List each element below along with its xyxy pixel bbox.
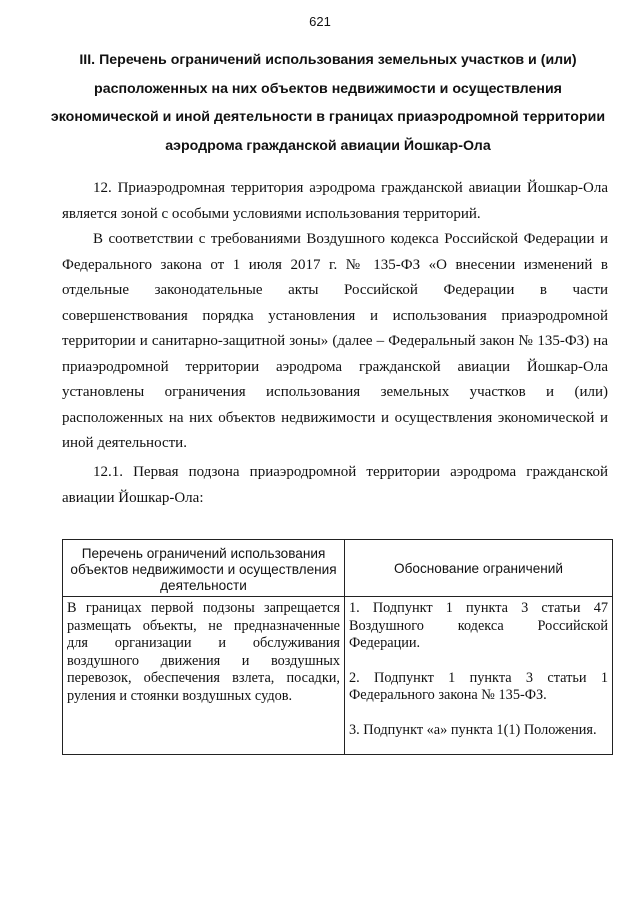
paragraph-line: приаэродромной территории аэродрома гражданской авиации Йошкар-Ола [62,358,608,375]
cell-line: размещать объекты, не предназначенные [67,617,340,634]
paragraph-legal-basis [62,227,608,457]
cell-line: 1. Подпункт 1 пункта 3 статьи 47 [349,600,608,616]
heading-line: экономической и иной деятельности в границах приаэродромной территории [50,109,606,125]
paragraph-12 [62,176,608,227]
cell-line: 3. Подпункт «а» пункта 1(1) Положения. [349,721,597,738]
cell-line: руления и стоянки воздушных судов. [67,687,293,704]
paragraph-line: является зоной с особыми условиями использования территорий. [62,205,481,222]
cell-line: Воздушного кодекса Российской [349,617,608,634]
cell-line: Федерального закона № 135-ФЗ. [349,687,547,703]
page-number: 621 [309,14,331,29]
paragraph-line: территории и санитарно-защитной зоны» (далее – Федеральный закон № 135-ФЗ) на [62,333,608,349]
header-line: объектов недвижимости и осуществления [70,562,337,577]
paragraph-line: 12.1. Первая подзона приаэродромной территории аэродрома гражданской [93,464,608,480]
header-line: Перечень ограничений использования [81,546,326,561]
paragraph-line: иной деятельности. [62,435,187,451]
paragraph-line: 12. Приаэродромная территория аэродрома гражданской авиации Йошкар-Ола [93,180,608,196]
header-line: деятельности [160,578,247,593]
header-justification: Обоснование ограничений [345,540,613,597]
heading-line: III. Перечень ограничений использования земельных участков и (или) [79,52,577,68]
paragraph-line: установлены ограничения использования земельных участков и (или) [62,384,608,400]
cell-line: перевозок, обеспечения взлета, посадки, [67,670,340,686]
spacer [349,705,608,722]
paragraph-line: совершенствования порядка установления и использования приаэродромной [62,307,608,324]
spacer [349,653,608,670]
table-row [63,597,613,755]
paragraph-12-1 [62,460,608,511]
heading-line: расположенных на них объектов недвижимости и осуществления [94,80,562,97]
table-header-row [63,540,613,597]
restrictions-table [62,539,613,755]
cell-line: для организации и обслуживания [67,635,340,651]
cell-line: В границах первой подзоны запрещается [67,600,340,616]
cell-line: 2. Подпункт 1 пункта 3 статьи 1 [349,669,608,686]
section-heading [48,46,608,160]
cell-line: Федерации. [349,635,421,651]
paragraph-line: Федерального закона от 1 июля 2017 г. № 135-ФЗ «О внесении изменений в [62,256,608,273]
justification-cell [345,597,613,755]
paragraph-line: В соответствии с требованиями Воздушного кодекса Российской Федерации и [93,231,608,247]
paragraph-line: отдельные законодательные акты Российской Федерации в части [62,282,608,298]
cell-line: воздушного движения и воздушных [67,652,340,669]
restriction-cell [63,597,345,755]
paragraph-line: авиации Йошкар-Ола: [62,489,204,506]
heading-line: аэродрома гражданской авиации Йошкар-Ола [165,137,491,154]
paragraph-line: расположенных на них объектов недвижимости и осуществления экономической и [62,409,608,426]
header-restrictions [63,540,345,597]
